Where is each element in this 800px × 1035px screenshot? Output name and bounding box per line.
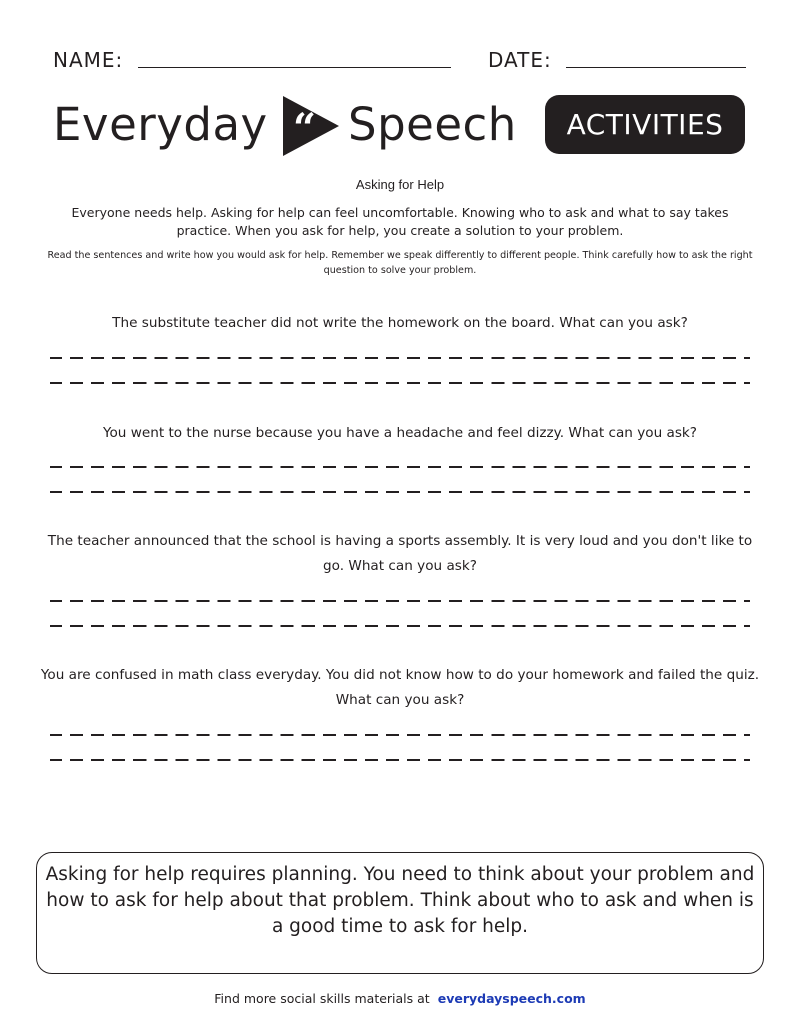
footer-link[interactable]: everydayspeech.com: [437, 991, 586, 1006]
brand-everyday: Everyday: [53, 98, 268, 151]
activities-badge: [545, 95, 745, 154]
answer-line-4a[interactable]: [50, 734, 750, 736]
answer-line-1b[interactable]: [50, 382, 750, 384]
instructions-text: Read the sentences and write how you would ask for help. Remember we speak differently to different people. Think carefully how to ask the right question to solve your problem.: [47, 250, 753, 276]
answer-line-4b[interactable]: [50, 759, 750, 761]
footer: [0, 991, 800, 1006]
question-1: The substitute teacher did not write the homework on the board. What can you ask?: [112, 315, 688, 331]
answer-line-2b[interactable]: [50, 491, 750, 493]
answer-line-2a[interactable]: [50, 466, 750, 468]
name-field[interactable]: [138, 67, 451, 68]
summary-text: Asking for help requires planning. You need to think about your problem and how to ask for help about that problem. Think about who to ask and when is a good time to ask for help.: [45, 864, 755, 937]
date-field[interactable]: [566, 67, 746, 68]
svg-text:“: “: [293, 105, 317, 152]
answer-line-3a[interactable]: [50, 600, 750, 602]
brand-speech: Speech: [348, 98, 517, 151]
question-4: You are confused in math class everyday. You did not know how to do your homework and failed the quiz. What can you ask?: [40, 667, 760, 708]
question-3: The teacher announced that the school is having a sports assembly. It is very loud and you don't like to go. What can you ask?: [47, 533, 753, 574]
intro-text: Everyone needs help. Asking for help can feel uncomfortable. Knowing who to ask and what to say takes practice. When you ask for help, you create a solution to your problem.: [71, 205, 729, 238]
question-2: You went to the nurse because you have a headache and feel dizzy. What can you ask?: [102, 425, 698, 441]
answer-line-1a[interactable]: [50, 357, 750, 359]
activities-label: ACTIVITIES: [566, 108, 724, 141]
footer-text: Find more social skills materials at: [214, 991, 430, 1006]
name-label: NAME:: [53, 48, 124, 72]
worksheet-title: Asking for Help: [355, 177, 445, 192]
play-quote-icon: [279, 94, 341, 158]
date-label: DATE:: [488, 48, 552, 72]
answer-line-3b[interactable]: [50, 625, 750, 627]
